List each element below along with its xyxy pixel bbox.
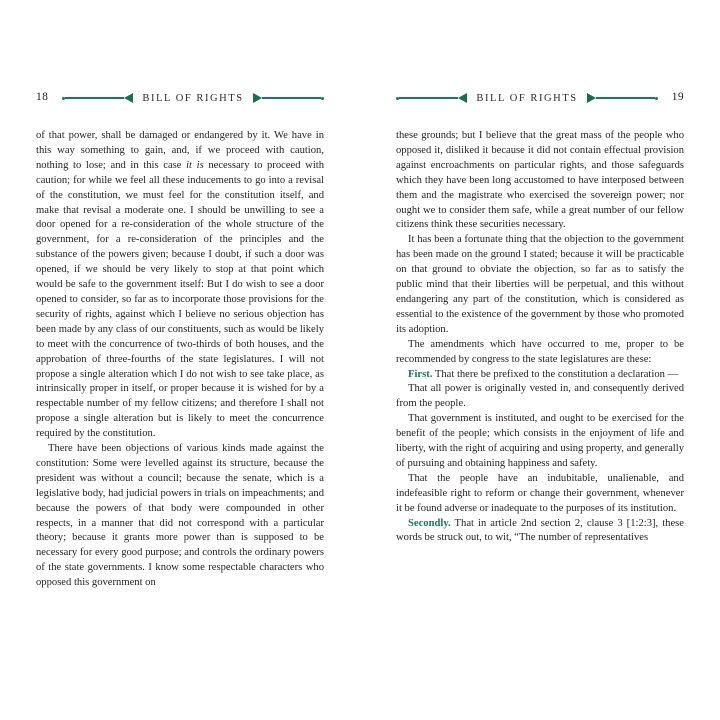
text-run: of that power, shall be damaged or endangered by it. We have in this way something to gain, and, if we proceed with caution, nothing to lose; and in this case xyxy=(36,130,324,171)
paragraph xyxy=(396,472,684,517)
text-run: necessary to proceed with caution; for while we feel all these inducements to go into a revisal of the constitution, we must feel for the constitution itself, and make that revisal a moderate one. I should be unwilling to see a door opened for a re-consideration of the whole structure of the government, for a re-consideration of the principles and the substance of the powers given; because I doubt, if such a door was opened, if we should be very likely to stop at that point which would be safe to the government itself: But I do wish to see a door opened to consider, so far as to incorporate those provisions for the security of rights, against which I believe no serious objection has been made by any class of our constituents, such as would be likely to meet with the concurrence of two-thirds of both houses, and the approbation of three-fourths of the state legislatures. I will not propose a single alteration which I do not wish to see take place, as intrinsically proper in itself, or proper because it is wished for by a respectable number of my fellow citizens; and therefore I shall not propose a single alteration but is likely to meet the concurrence required by the constitution. xyxy=(36,159,324,440)
text-run: The amendments which have occurred to me, proper to be recommended by congress to the state legislatures are these: xyxy=(396,338,684,365)
running-head-title-right: BILL OF RIGHTS xyxy=(476,92,578,104)
page-right xyxy=(360,0,720,720)
triangle-left-icon xyxy=(124,93,133,103)
header-ornament-left xyxy=(62,91,324,105)
text-run: That all power is originally vested in, and consequently derived from the people. xyxy=(396,383,684,410)
running-head-right xyxy=(396,88,684,108)
paragraph xyxy=(396,129,684,233)
emphasis-text: it is xyxy=(186,159,204,171)
ornament-rule-left-inner xyxy=(253,92,324,104)
body-text-right xyxy=(396,129,684,546)
ornament-dot-icon xyxy=(655,97,658,100)
text-run: That in article 2nd section 2, clause 3 [1:2:3], these words be struck out, to wit, “The number of representatives xyxy=(396,517,684,544)
folio-left: 18 xyxy=(36,91,49,104)
text-run: That government is instituted, and ought to be exercised for the benefit of the people; which consists in the enjoyment of life and liberty, with the right of acquiring and using property, and generally of pursuing and obtaining happiness and safety. xyxy=(396,413,684,469)
text-run: these grounds; but I believe that the great mass of the people who opposed it, disliked it because it did not contain effectual provision against encroachments on particular rights, and those safeguards which they have been long accustomed to have interposed between them and the magistrate who exercised the sovereign power; nor ought we to consider them safe, while a great number of our fellow citizens think these securities necessary. xyxy=(396,130,684,231)
paragraph xyxy=(36,442,324,591)
text-run: That the people have an indubitable, unalienable, and indefeasible right to reform or change their government, whenever it be found adverse or inadequate to the purposes of its institution. xyxy=(396,472,684,514)
paragraph xyxy=(396,368,684,383)
ornament-rule-right-outer xyxy=(396,92,467,104)
paragraph xyxy=(396,517,684,547)
amendment-lead-in: First. xyxy=(408,368,433,380)
ornament-bar xyxy=(65,97,124,98)
ornament-dot-icon xyxy=(321,97,324,100)
ornament-bar xyxy=(262,97,321,98)
folio-right: 19 xyxy=(671,91,684,104)
paragraph xyxy=(396,233,684,337)
header-ornament-right xyxy=(396,91,658,105)
triangle-right-icon xyxy=(587,93,596,103)
text-run: There have been objections of various kinds made against the constitution: Some were levelled against its structure, because the president was without a council; because the senate, which is a legislative body, had judicial powers in trials on impeachments; and because the powers of that body were compounded in other respects, in a manner that did not correspond with a particular theory; because it grants more power than is supposed to be necessary for every good purpose; and controls the ordinary powers of the state governments. I know some respectable characters who opposed this government on xyxy=(36,443,324,589)
text-run: It has been a fortunate thing that the objection to the government has been made on the ground I stated; because it will be practicable on that ground to obviate the objection, so far as to satisfy the public mind that their liberties will be perpetual, and this without endangering any part of the constitution, which is considered as essential to the existence of the government by those who promoted its adoption. xyxy=(396,234,684,335)
ornament-rule-right-inner xyxy=(587,92,658,104)
ornament-bar xyxy=(399,97,458,98)
paragraph xyxy=(396,382,684,412)
running-head-title-left: BILL OF RIGHTS xyxy=(142,92,244,104)
running-head-left xyxy=(36,88,324,108)
triangle-right-icon xyxy=(253,93,262,103)
paragraph xyxy=(396,412,684,472)
triangle-left-icon xyxy=(458,93,467,103)
amendment-lead-in: Secondly. xyxy=(408,517,451,529)
paragraph xyxy=(36,129,324,442)
ornament-bar xyxy=(596,97,655,98)
text-run: That there be prefixed to the constitution a declaration — xyxy=(432,368,679,380)
ornament-rule-left-outer xyxy=(62,92,133,104)
body-text-left xyxy=(36,129,324,591)
paragraph xyxy=(396,338,684,368)
